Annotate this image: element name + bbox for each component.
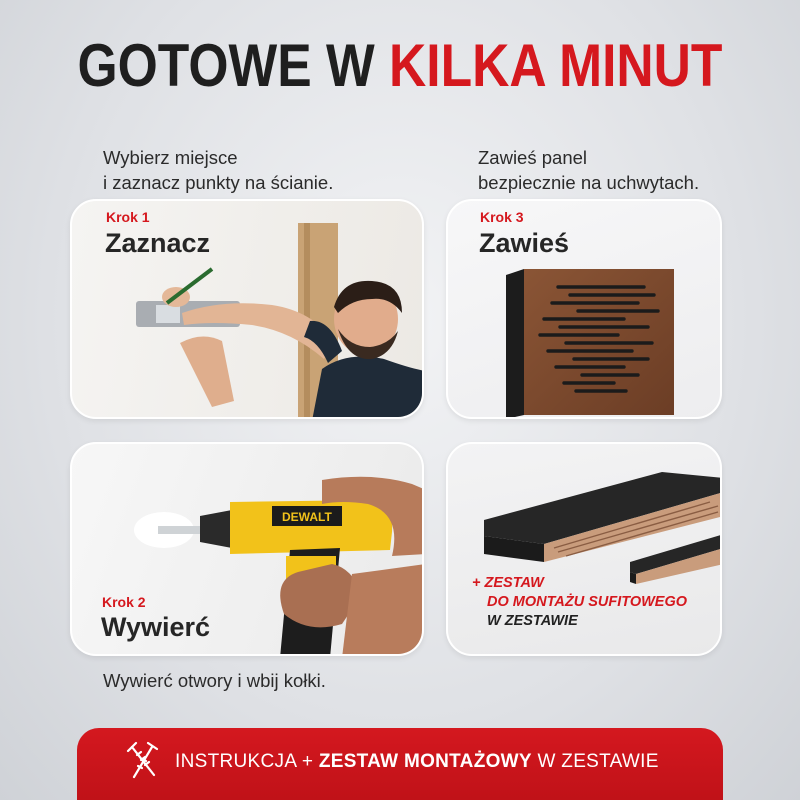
step-1-card	[70, 199, 424, 419]
title-part-2: KILKA MINUT	[389, 32, 723, 99]
drill-brand-label: DEWALT	[282, 510, 332, 524]
step-1-caption: Wybierz miejsce i zaznacz punkty na ścianie.	[103, 147, 334, 193]
banner-text: INSTRUKCJA + ZESTAW MONTAŻOWY W ZESTAWIE	[175, 751, 659, 772]
step-2-title: Wywierć	[101, 612, 211, 642]
ceiling-kit-promo: + ZESTAW DO MONTAŻU SUFITOWEGO W ZESTAWIE	[472, 575, 688, 629]
title-part-1: GOTOWE W	[77, 32, 375, 99]
step-1-title: Zaznacz	[105, 228, 211, 258]
ceiling-mount-card	[446, 442, 722, 656]
step-3-caption: Zawieś panel bezpiecznie na uchwytach.	[478, 147, 700, 193]
step-3-card	[446, 199, 722, 419]
page-title	[56, 30, 744, 102]
step-1-number: Krok 1	[106, 209, 150, 225]
step-3-title: Zawieś	[479, 228, 570, 258]
step-3-number: Krok 3	[480, 209, 524, 225]
step-2-number: Krok 2	[102, 594, 146, 610]
screws-icon	[124, 741, 164, 783]
step-2-card	[70, 442, 424, 656]
step-2-caption: Wywierć otwory i wbij kołki.	[103, 670, 326, 691]
